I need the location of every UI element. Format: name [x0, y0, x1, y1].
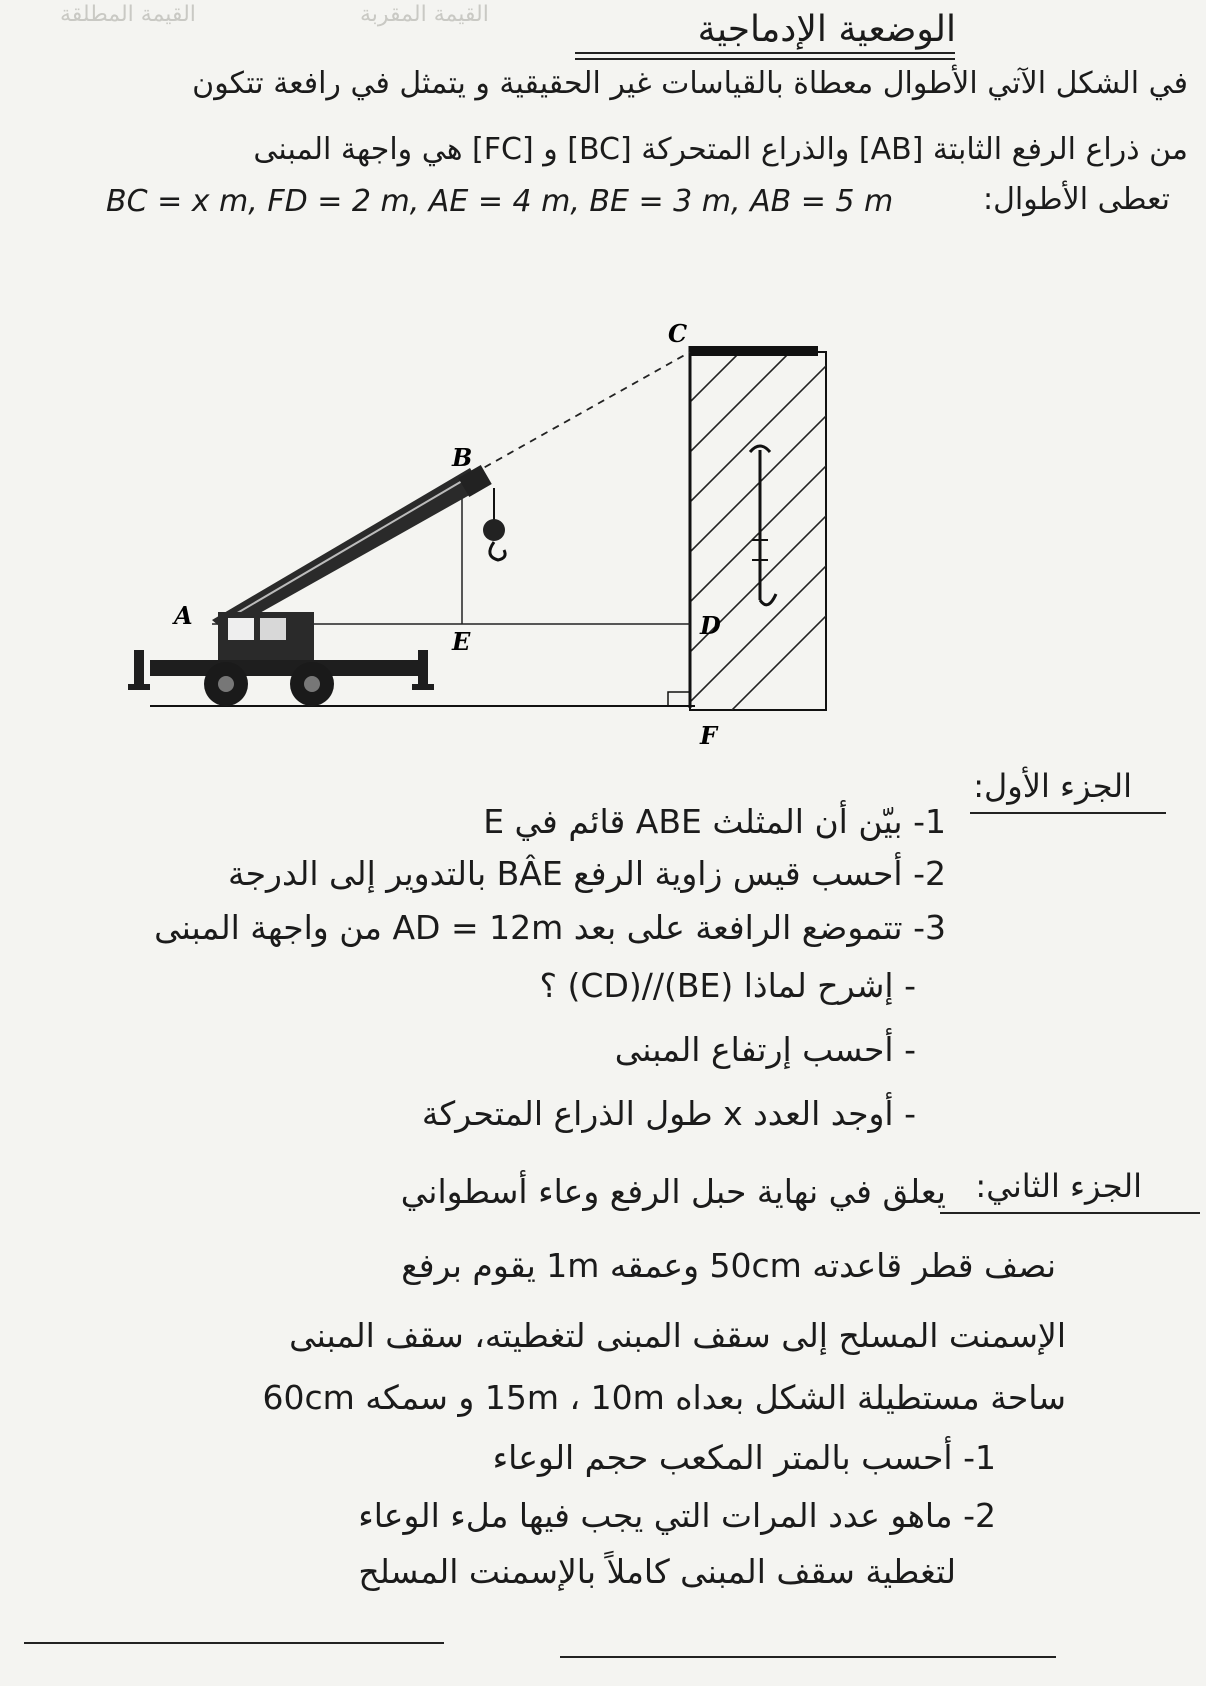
bleed-through-text: القيمة المطلقة	[60, 2, 196, 27]
intro-line-3-label: تعطى الأطوال:	[982, 182, 1170, 217]
part1-heading: الجزء الأول:	[973, 767, 1132, 805]
intro-line-2: من ذراع الرفع الثابتة [AB] والذراع المتحركة [BC] و [FC] هي واجهة المبنى	[253, 132, 1188, 167]
footer-line-left	[24, 1642, 444, 1644]
part2-line-4: ساحة مستطيلة الشكل بعداه 15m ، 10m و سمكه 60cm	[262, 1378, 1066, 1417]
part2-line-2: نصف قطر قاعدته 50cm وعمقه 1m يقوم برفع	[401, 1246, 1056, 1285]
label-D: D	[700, 611, 721, 640]
part1-subitem-3: - أوجد العدد x طول الذراع المتحركة	[421, 1094, 916, 1133]
part2-item-2: 2- ماهو عدد المرات التي يجب فيها ملء الوعاء	[358, 1496, 996, 1535]
part2-item-1: 1- أحسب بالمتر المكعب حجم الوعاء	[492, 1438, 996, 1477]
part2-heading: الجزء الثاني:	[975, 1167, 1142, 1205]
crane-hook	[483, 488, 505, 560]
part2-line-1: يعلق في نهاية حبل الرفع وعاء أسطواني	[400, 1172, 946, 1211]
part1-subitem-2: - أحسب إرتفاع المبنى	[614, 1030, 916, 1069]
part2-heading-underline	[940, 1212, 1200, 1214]
bleed-through-text: القيمة المقربة	[360, 2, 489, 27]
part1-heading-underline	[970, 812, 1166, 814]
page-title: الوضعية الإدماجية	[697, 9, 956, 50]
intro-line-1: في الشكل الآتي الأطوال معطاة بالقياسات غير الحقيقية و يتمثل في رافعة تتكون	[192, 66, 1188, 101]
part2-item-3: لتغطية سقف المبنى كاملاً بالإسمنت المسلح	[358, 1552, 956, 1591]
part1-item-2: 2- أحسب قيس زاوية الرفع BÂE بالتدوير إلى الدرجة	[227, 854, 946, 893]
part1-subitem-1: - إشرح لماذا (BE)//(CD) ؟	[539, 966, 916, 1005]
footer-line-right	[560, 1656, 1056, 1658]
segment-BC-dashed	[462, 352, 690, 480]
part1-item-3: 3- تتموضع الرافعة على بعد AD = 12m من واجهة المبنى	[154, 908, 946, 947]
building-facade	[668, 346, 1090, 722]
label-A: A	[174, 601, 193, 630]
roof-slab	[690, 346, 818, 356]
intro-measures: BC = x m, FD = 2 m, AE = 4 m, BE = 3 m, AB = 5 m	[106, 184, 894, 219]
part2-line-3: الإسمنت المسلح إلى سقف المبنى لتغطيته، سقف المبنى	[289, 1316, 1066, 1355]
label-C: C	[668, 319, 688, 348]
right-angle-mark	[668, 692, 690, 706]
label-F: F	[700, 721, 718, 750]
label-B: B	[452, 443, 473, 472]
crane-boom	[212, 465, 492, 632]
part1-item-1: 1- بيّن أن المثلث ABE قائم في E	[483, 802, 946, 841]
label-E: E	[452, 627, 471, 656]
